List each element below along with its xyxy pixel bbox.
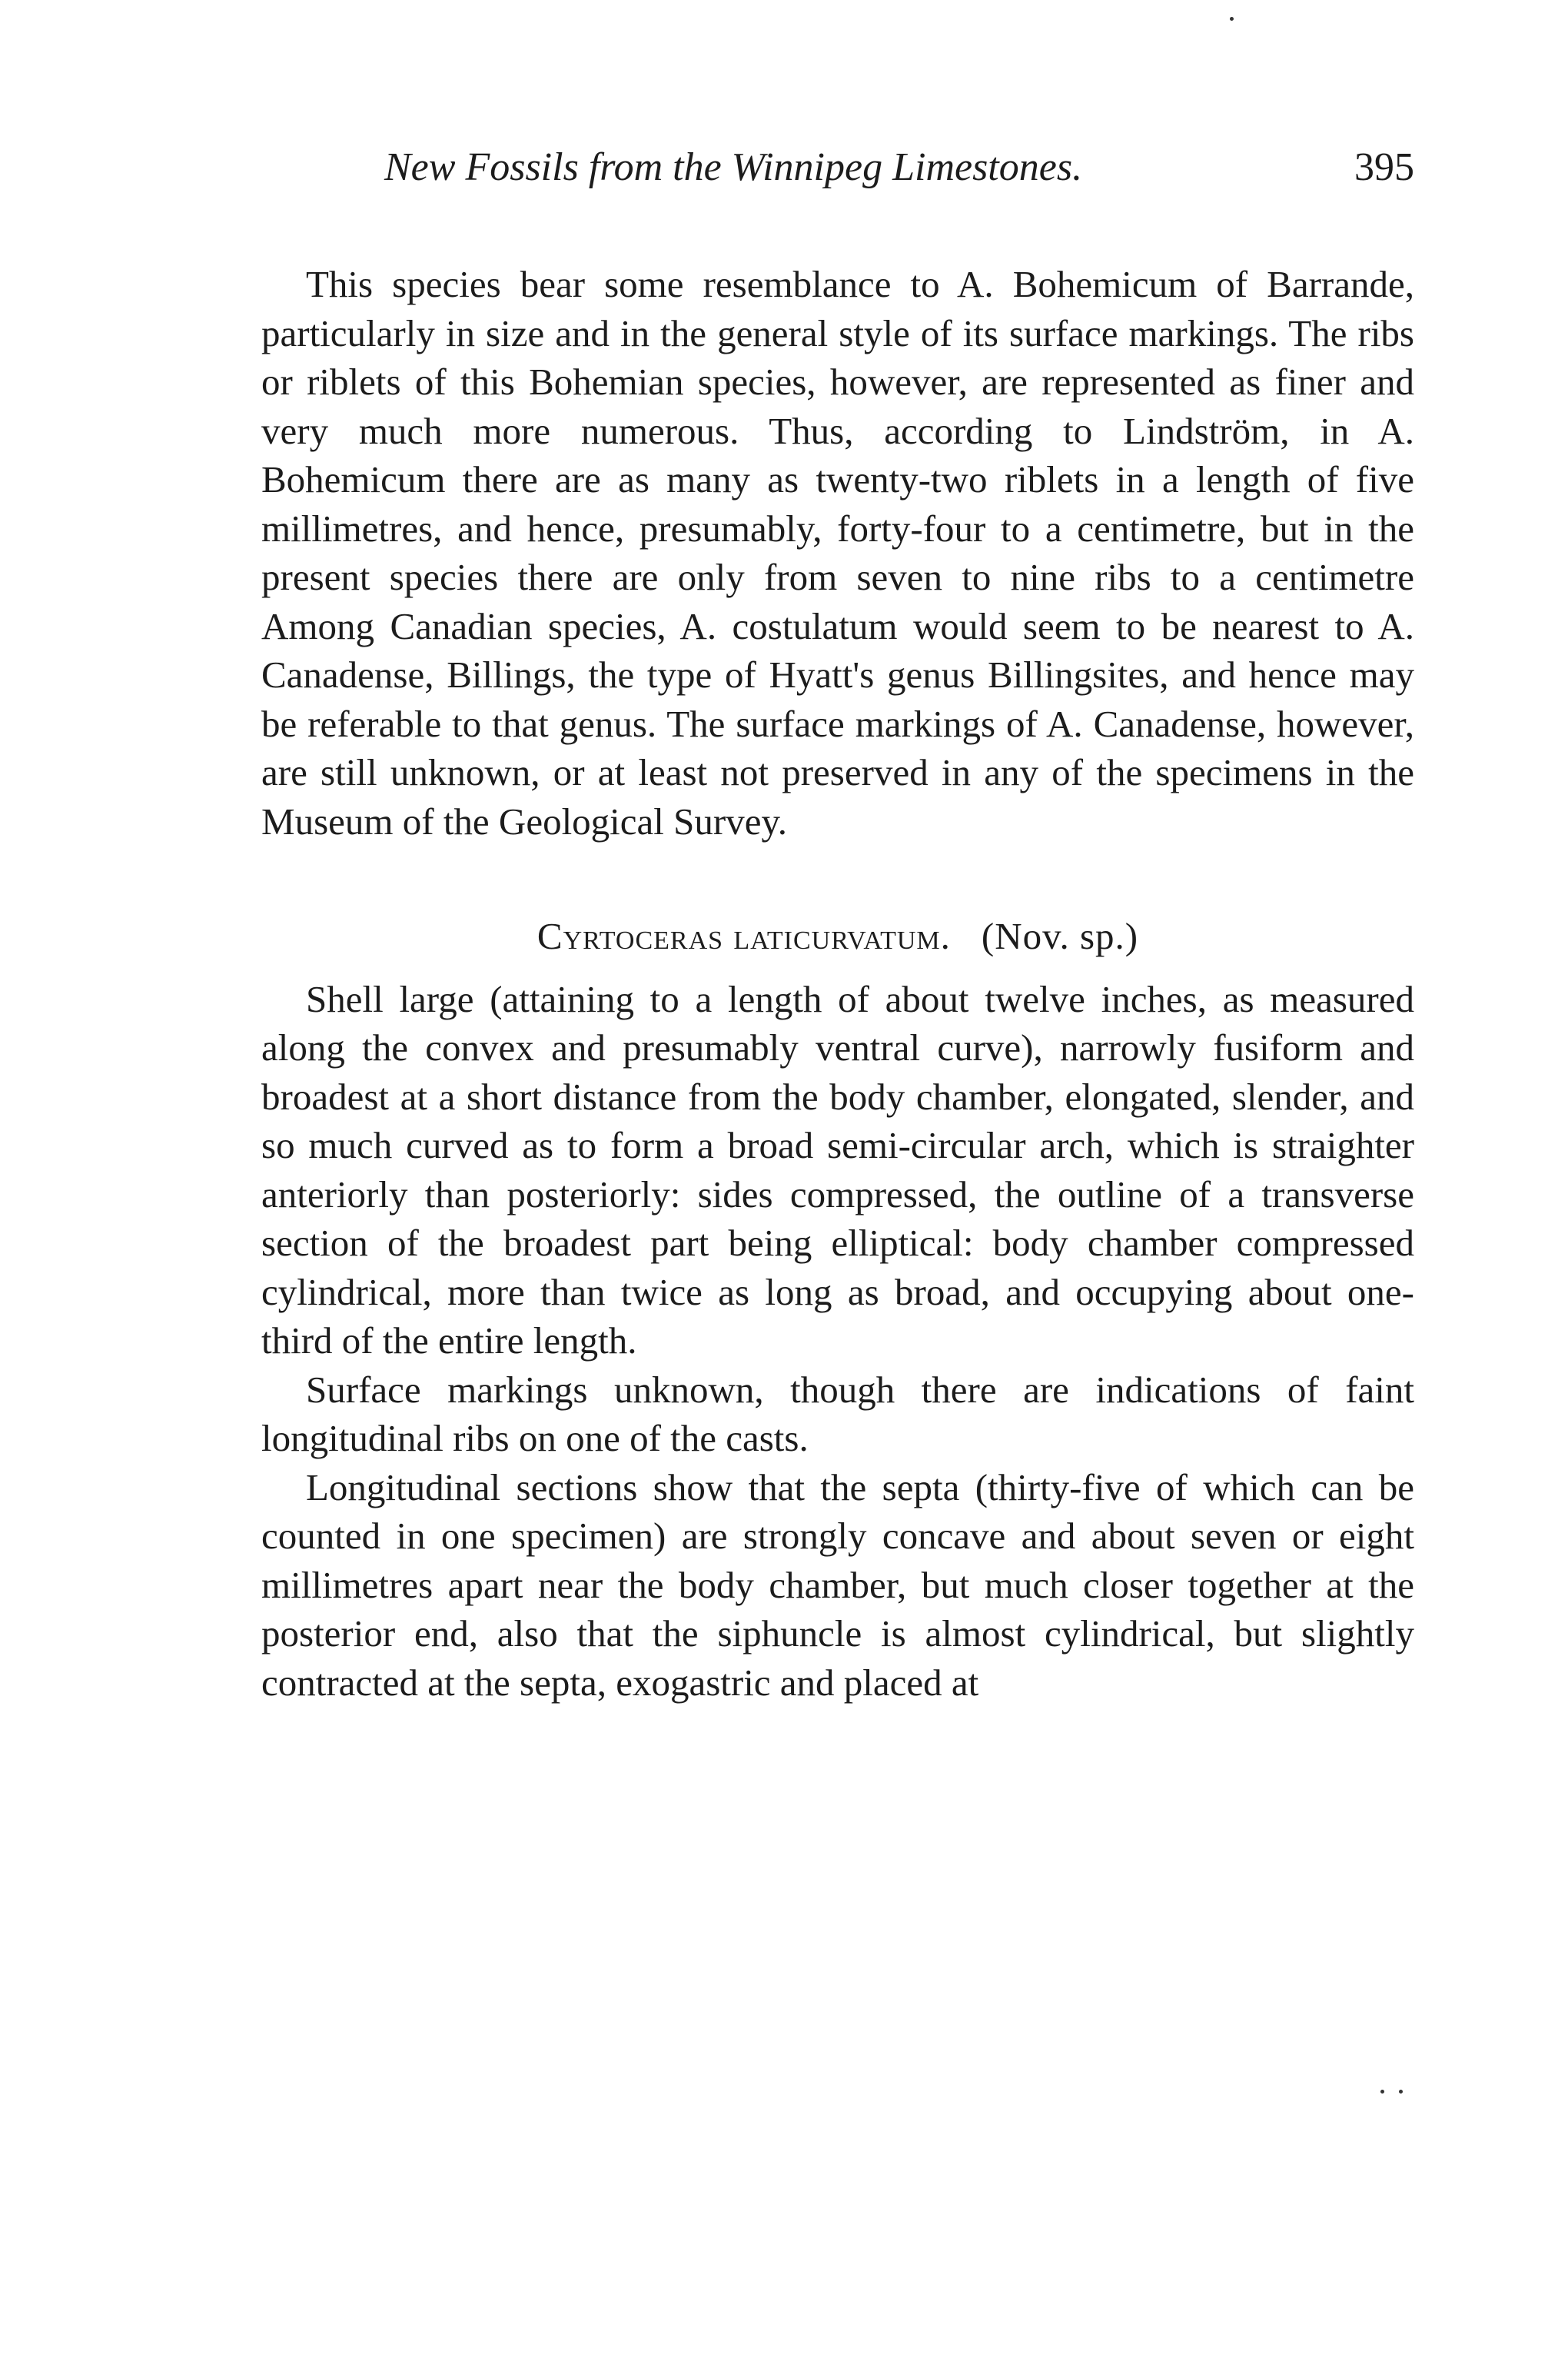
- scan-speck: [1230, 17, 1234, 21]
- scan-speck: [1380, 2090, 1384, 2094]
- paragraph-longitudinal-sections: Longitudinal sections show that the septa (thirty-five of which can be counted in one specimen) are strongly concave and about seven or eight millimetres apart near the body chamber, but much closer together at the posterior end, also that the siphuncle is almost cylindrical, but slightly contracted at the septa, exogastric and placed at: [261, 1465, 1414, 1704]
- running-title: New Fossils from the Winnipeg Limestones.: [384, 145, 1083, 189]
- scan-speck: [1399, 2090, 1403, 2094]
- species-name: Cyrtoceras laticurvatum.: [537, 915, 951, 957]
- running-header: [384, 137, 1414, 198]
- page-number: 395: [1354, 145, 1414, 189]
- paragraph-shell-description: Shell large (attaining to a length of about twelve inches, as measured along the convex and presumably ventral curve), narrowly fusiform and broadest at a short distance from the body chamber, elongated, slender, and so much curved as to form a broad semi-circular arch, which is straighter anteriorly than posteriorly: sides compressed, the outline of a transverse section of the broadest part being elliptical: body chamber compressed cylindrical, more than twice as long as broad, and occupying about one-third of the entire length.: [261, 977, 1414, 1362]
- species-note: (Nov. sp.): [981, 915, 1139, 957]
- species-heading: [261, 912, 1414, 961]
- paragraph-surface-markings: Surface markings unknown, though there are indications of faint longitudinal ribs on one of the casts.: [261, 1368, 1414, 1459]
- paragraph-bohemicum-comparison: This species bear some resemblance to A. Bohemicum of Barrande, particularly in size and in the general style of its surface markings. The ribs or riblets of this Bohemian species, however, are represented as finer and very much more numerous. Thus, according to Lindström, in A. Bohemicum there are as many as twenty-two riblets in a length of five millimetres, and hence, presumably, forty-four to a centimetre, but in the present species there are only from seven to nine ribs to a centimetre Among Canadian species, A. costulatum would seem to be nearest to A. Canadense, Billings, the type of Hyatt's genus Billingsites, and hence may be referable to that genus. The surface markings of A. Canadense, however, are still unknown, or at least not preserved in any of the specimens in the Museum of the Geological Survey.: [261, 263, 1414, 843]
- page-body: [261, 260, 1414, 1707]
